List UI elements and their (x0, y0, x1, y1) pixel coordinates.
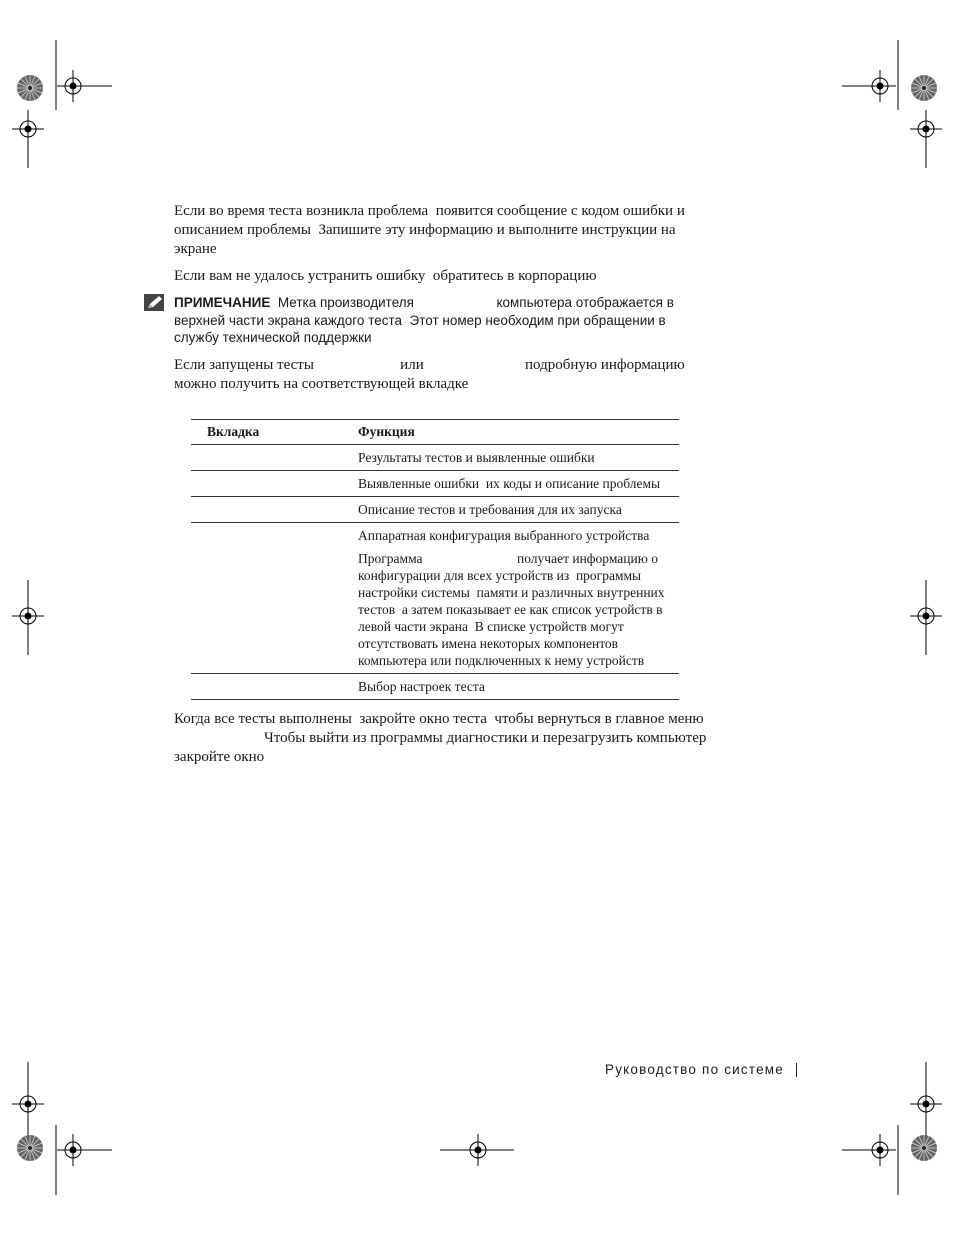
tab-cell (191, 445, 358, 470)
table-row (191, 497, 679, 523)
column-header-function: Функция (358, 424, 415, 439)
function-text: Программа получает информацию о (358, 551, 658, 566)
closing-paragraph (174, 710, 734, 767)
table-row (191, 523, 679, 674)
function-text: Результаты тестов и выявленные ошибки (358, 450, 595, 465)
function-cell (358, 674, 679, 699)
footer-title: Руководство по системе (605, 1062, 784, 1077)
tab-cell (191, 471, 358, 496)
function-text: компьютера или подключенных к нему устройств (358, 653, 645, 668)
note-label: ПРИМЕЧАНИЕ (174, 295, 271, 310)
pencil-note-icon (144, 294, 164, 311)
error-paragraph (174, 202, 734, 259)
note-text: Метка производителя компьютера отображается в (270, 295, 674, 310)
note-block (174, 294, 714, 347)
function-text: Выявленные ошибки их коды и описание проблемы (358, 476, 661, 491)
note-text: верхней части экрана каждого теста Этот номер необходим при обращении в (174, 312, 666, 328)
tabs-intro-paragraph (174, 356, 734, 394)
support-paragraph (174, 267, 734, 286)
note-text: службу технической поддержки (174, 330, 372, 345)
text-line: закройте окно (174, 749, 265, 765)
function-cell (358, 497, 679, 522)
table-row (191, 445, 679, 471)
tab-cell (191, 523, 358, 673)
tabs-table (191, 419, 679, 700)
function-text: настройки системы памяти и различных внутренних (358, 585, 665, 600)
function-cell (358, 471, 679, 496)
text-line: Если вам не удалось устранить ошибку обратитесь в корпорацию (174, 268, 597, 284)
text-line: Если запущены тесты или подробную информацию (174, 357, 685, 373)
table-header-row (191, 419, 679, 445)
text-line: Когда все тесты выполнены закройте окно теста чтобы вернуться в главное меню (174, 711, 704, 727)
function-text: левой части экрана В списке устройств могут (358, 619, 624, 634)
function-text: Описание тестов и требования для их запуска (358, 502, 622, 517)
text-line: экране (174, 241, 217, 257)
function-cell (358, 523, 679, 673)
function-text: конфигурации для всех устройств из программы (358, 568, 642, 583)
table-row (191, 674, 679, 700)
text-line: описанием проблемы Запишите эту информацию и выполните инструкции на (174, 222, 676, 238)
footer-divider (796, 1063, 797, 1077)
function-text: тестов а затем показывает ее как список устройств в (358, 602, 663, 617)
tab-cell (191, 674, 358, 699)
tab-cell (191, 497, 358, 522)
function-text: Аппаратная конфигурация выбранного устройства (358, 528, 650, 543)
text-line: можно получить на соответствующей вкладке (174, 376, 469, 392)
text-line: Чтобы выйти из программы диагностики и перезагрузить компьютер (174, 730, 707, 746)
function-text: Выбор настроек теста (358, 679, 485, 694)
column-header-tab: Вкладка (207, 424, 260, 439)
function-text: отсутствовать имена некоторых компонентов (358, 636, 619, 651)
table-row (191, 471, 679, 497)
function-cell (358, 445, 679, 470)
text-line: Если во время теста возникла проблема появится сообщение с кодом ошибки и (174, 203, 685, 219)
